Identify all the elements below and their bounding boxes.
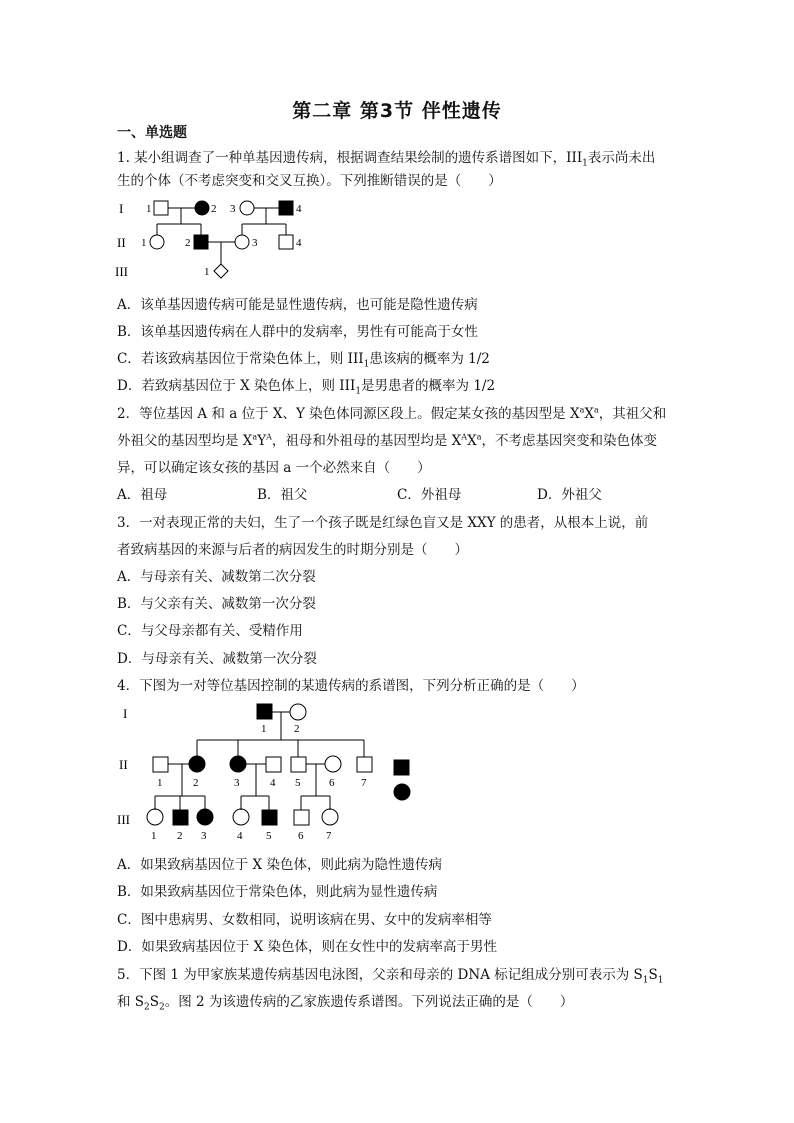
q4-iii3-affected-female	[197, 809, 213, 825]
svg-text:5: 5	[295, 777, 301, 789]
svg-text:3: 3	[252, 237, 258, 249]
svg-text:4: 4	[237, 830, 243, 842]
svg-text:1: 1	[141, 237, 147, 249]
q4-ii7-male	[357, 757, 372, 772]
q4-option-d[interactable]: D．如果致病基因位于 X 染色体，则在女性中的发病率高于男性	[117, 939, 498, 955]
svg-text:7: 7	[361, 777, 367, 789]
q4-gen-label-ii: II	[119, 757, 128, 772]
svg-text:2: 2	[177, 830, 183, 842]
q5-stem-line1: 5．下图 1 为甲家族某遗传病基因电泳图，父亲和母亲的 DNA 标记组成分别可表示为 $S_1S_1$	[117, 967, 664, 986]
q2-stem-line2: 外祖父的基因型均是 $X^aY^A$，祖母和外祖母的基因型均是 $X^AX^a$，不考虑基因突变和染色体变	[117, 432, 657, 449]
svg-text:2: 2	[211, 203, 217, 215]
q4-legend-affected-female-icon	[394, 784, 410, 800]
q3-option-a[interactable]: A．与母亲有关、减数第二次分裂	[117, 569, 316, 585]
q1-option-b[interactable]: B．该单基因遗传病在人群中的发病率，男性有可能高于女性	[117, 324, 478, 340]
q3-option-c[interactable]: C．与父母亲都有关、受精作用	[117, 623, 303, 639]
q1-iii1-unborn-diamond	[214, 264, 228, 278]
q4-option-c[interactable]: C．图中患病男、女数相同，说明该病在男、女中的发病率相等	[117, 912, 492, 928]
q1-option-a[interactable]: A．该单基因遗传病可能是显性遗传病，也可能是隐性遗传病	[117, 297, 478, 313]
q4-ii3-affected-female	[230, 756, 246, 772]
svg-text:1: 1	[151, 830, 157, 842]
q2-stem-line1: 2．等位基因 A 和 a 位于 X、Y 染色体同源区段上。假定某女孩的基因型是 $X^aX^a$，其祖父和	[117, 405, 667, 422]
q4-legend-affected-male-icon	[394, 760, 409, 775]
q2-option-b[interactable]: B．祖父	[257, 487, 308, 503]
q2-option-d[interactable]: D．外祖父	[537, 487, 602, 503]
svg-text:5: 5	[266, 830, 272, 842]
svg-text:1: 1	[204, 266, 210, 278]
q1-ii3-female	[235, 235, 249, 249]
section-heading: 一、单选题	[117, 125, 187, 141]
q4-i1-affected-male	[257, 704, 272, 719]
q4-ii5-male	[291, 757, 306, 772]
svg-text:3: 3	[230, 203, 236, 215]
q4-ii2-affected-female	[189, 756, 205, 772]
q4-option-a[interactable]: A．如果致病基因位于 X 染色体，则此病为隐性遗传病	[117, 857, 442, 873]
svg-text:1: 1	[261, 723, 267, 735]
q3-stem-line1: 3．一对表现正常的夫妇，生了一个孩子既是红绿色盲又是 XXY 的患者，从根本上说，前	[117, 515, 649, 531]
q4-iii2-affected-male	[173, 810, 188, 825]
q1-ii1-female	[150, 235, 164, 249]
q1-gen-label-iii: III	[115, 264, 128, 279]
q1-i3-female	[240, 201, 254, 215]
svg-text:3: 3	[201, 830, 207, 842]
svg-text:1: 1	[146, 203, 152, 215]
q4-iii1-female	[147, 809, 163, 825]
q1-i4-affected-male	[279, 201, 293, 215]
q1-ii4-male	[279, 235, 293, 249]
q5-stem-line2: 和 $S_2S_2$。图 2 为该遗传病的乙家族遗传系谱图。下列说法正确的是（ ）	[117, 994, 574, 1013]
q2-option-a[interactable]: A．祖母	[117, 487, 168, 503]
svg-text:2: 2	[294, 723, 300, 735]
svg-text:1: 1	[157, 777, 163, 789]
q4-stem: 4．下图为一对等位基因控制的某遗传病的系谱图，下列分析正确的是（ ）	[117, 678, 585, 694]
q4-iii6-male	[294, 810, 309, 825]
svg-text:3: 3	[234, 777, 240, 789]
q4-ii6-female	[325, 756, 341, 772]
q1-gen-label-i: I	[119, 201, 124, 216]
svg-text:2: 2	[185, 237, 191, 249]
q4-gen-label-iii: III	[117, 812, 130, 827]
q2-option-c[interactable]: C．外祖母	[397, 487, 462, 503]
svg-text:6: 6	[329, 777, 335, 789]
q1-stem-line1: 1. 某小组调查了一种单基因遗传病，根据调查结果绘制的遗传系谱图如下，$III_1$表示尚未出	[117, 150, 656, 169]
q1-i1-male	[154, 201, 168, 215]
q4-gen-label-i: I	[123, 706, 128, 721]
q2-stem-line3: 异，可以确定该女孩的基因 a 一个必然来自（ ）	[117, 460, 431, 476]
q4-ii1-male	[153, 757, 168, 772]
q4-iii4-female	[233, 809, 249, 825]
q3-stem-line2: 者致病基因的来源与后者的病因发生的时期分别是（ ）	[117, 542, 468, 558]
q4-option-b[interactable]: B．如果致病基因位于常染色体，则此病为显性遗传病	[117, 884, 438, 900]
svg-text:4: 4	[270, 777, 276, 789]
q1-pedigree	[115, 190, 315, 285]
q1-option-d[interactable]: D．若致病基因位于 X 染色体上，则 $III_1$是男患者的概率为 1/2	[117, 378, 496, 397]
q3-option-d[interactable]: D．与母亲有关、减数第一次分裂	[117, 651, 317, 667]
q1-i2-affected-female	[195, 201, 209, 215]
svg-text:4: 4	[296, 203, 302, 215]
q1-option-c[interactable]: C．若该致病基因位于常染色体上，则 $III_1$患该病的概率为 1/2	[117, 351, 490, 370]
q4-iii5-affected-male	[262, 810, 277, 825]
q3-option-b[interactable]: B．与父亲有关、减数第一次分裂	[117, 596, 316, 612]
q1-ii2-affected-male	[194, 235, 208, 249]
q4-i2-female	[290, 704, 306, 720]
svg-text:4: 4	[296, 237, 302, 249]
q1-gen-label-ii: II	[117, 235, 126, 250]
q4-ii4-male	[266, 757, 281, 772]
q1-stem-line2: 生的个体（不考虑突变和交叉互换）。下列推断错误的是（ ）	[117, 173, 502, 189]
q4-pedigree	[117, 700, 427, 842]
svg-text:2: 2	[193, 777, 199, 789]
page-title: 第二章 第3节 伴性遗传	[292, 100, 502, 122]
svg-text:7: 7	[326, 830, 332, 842]
svg-text:6: 6	[298, 830, 304, 842]
q4-iii7-female	[322, 809, 338, 825]
